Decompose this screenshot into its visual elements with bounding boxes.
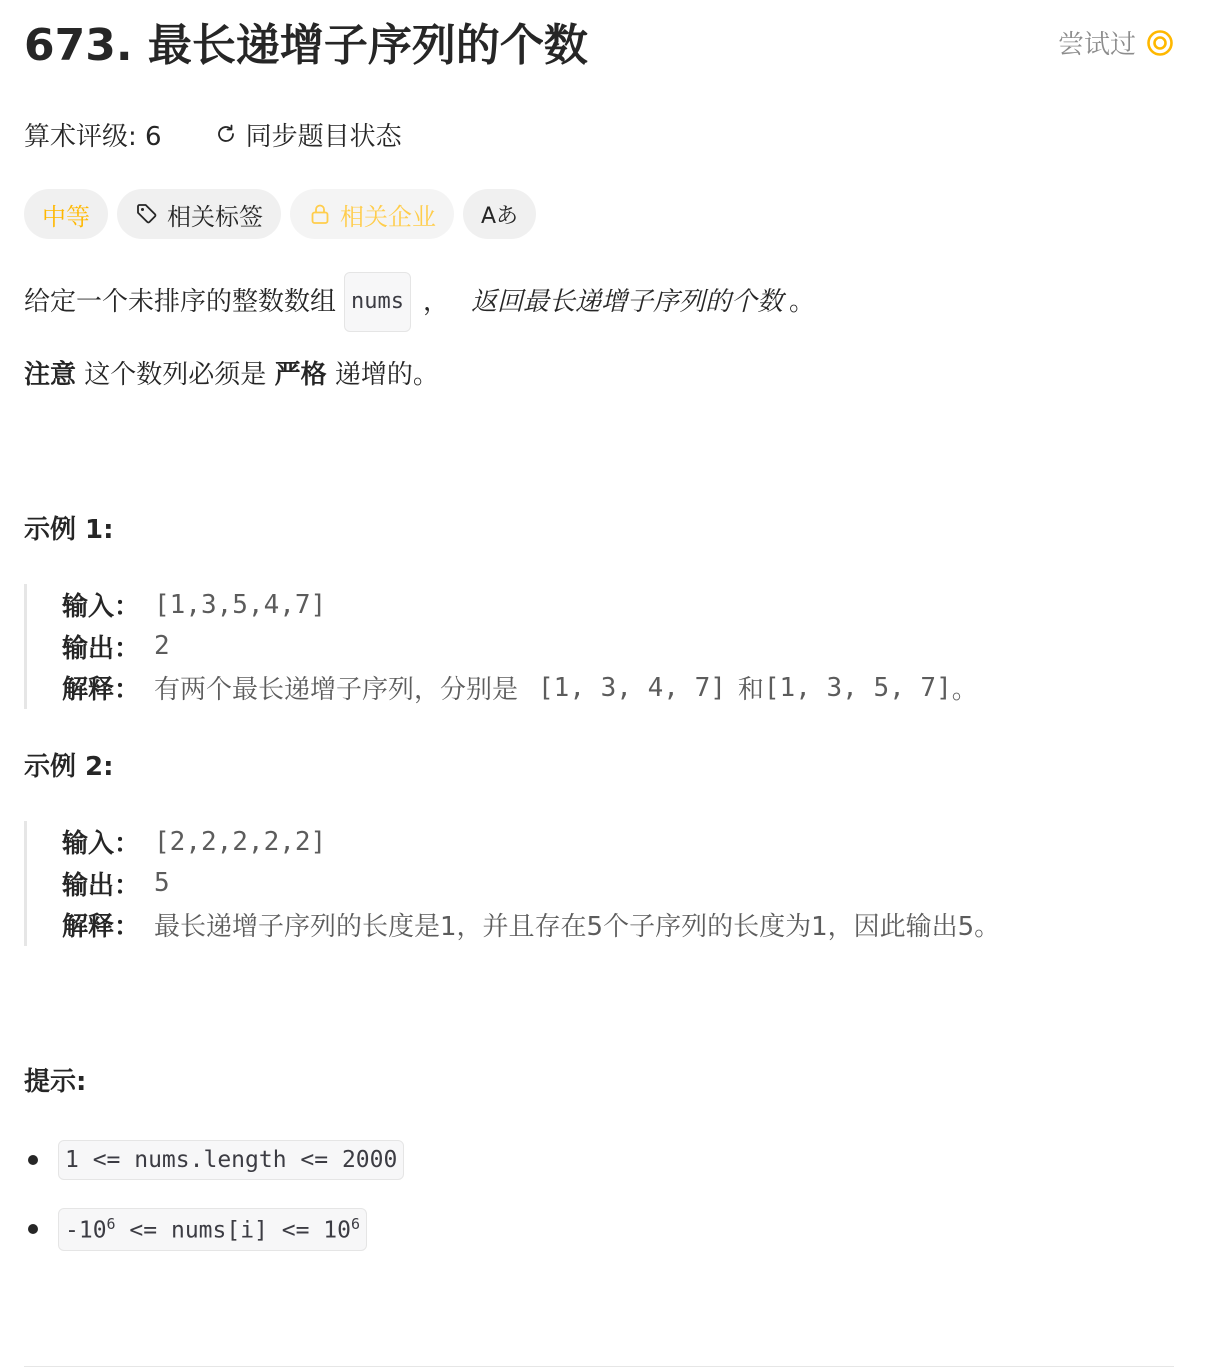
input-value: [2,2,2,2,2] [154,826,327,857]
explanation-text: 最长递增子序列的长度是1，并且存在5个子序列的长度为1，因此输出5。 [154,912,1001,943]
problem-meta [24,112,402,156]
output-label: 输出： [62,870,141,901]
note-text-1: 这个数列必须是 [84,360,267,390]
refresh-icon [214,122,238,146]
problem-title: 673. 最长递增子序列的个数 [24,20,588,71]
input-value: [1,3,5,4,7] [154,589,327,620]
translate-icon: Aあ [481,203,519,229]
constraints-title: 提示: [24,1067,87,1097]
example-1-explanation [62,667,1174,709]
constraint-code: 1 <= nums.length <= 2000 [58,1140,404,1180]
constraint-exponent: 6 [106,1215,116,1233]
tag-row [24,189,536,239]
problem-note [24,350,439,400]
output-label: 输出： [62,633,141,664]
example-1-output [62,626,1174,668]
sync-status-button[interactable] [214,116,402,153]
note-text-2: 递增的。 [334,360,439,390]
related-tags-label: 相关标签 [167,202,263,231]
note-lead: 注意 [24,360,77,390]
explanation-label: 解释： [62,675,141,706]
explanation-text: 有两个最长递增子序列，分别是 [154,675,519,706]
input-label: 输入： [62,592,141,623]
explanation-label: 解释： [62,912,141,943]
bullet [28,1155,38,1165]
rating-text: 算术评级: 6 [24,121,162,152]
description-prefix: 给定一个未排序的整数数组 [24,287,337,317]
sync-status-label: 同步题目状态 [245,121,402,152]
problem-description [24,272,815,332]
input-label: 输入： [62,829,141,860]
section-divider [24,1366,1174,1367]
description-emphasis: 返回最长递增子序列的个数 [471,287,784,317]
description-end: 。 [789,287,816,317]
explanation-and: 和 [737,675,764,706]
difficulty-badge[interactable] [24,189,108,239]
example-2-title: 示例 2: [24,752,114,782]
constraint-item [28,1208,367,1251]
constraint-part: <= nums[i] <= 10 [115,1217,351,1244]
difficulty-label: 中等 [42,202,90,231]
note-strong: 严格 [274,360,327,390]
constraint-item [28,1140,404,1180]
inline-code-nums: nums [344,272,411,332]
example-1-block [24,584,1174,709]
example-1-title: 示例 1: [24,515,114,545]
related-tags-button[interactable] [117,189,281,239]
constraint-part: -10 [65,1217,107,1244]
output-value: 2 [154,631,170,662]
example-2-explanation [62,904,1174,946]
related-companies-button[interactable] [290,189,454,239]
example-2-output [62,863,1174,905]
constraint-exponent: 6 [350,1215,361,1233]
tag-icon [135,202,159,226]
attempted-circle-icon [1146,29,1174,57]
example-2-input [62,821,1174,863]
attempt-status-label: 尝试过 [1057,30,1136,60]
description-comma: ， [423,287,450,317]
lock-icon [308,202,332,226]
attempt-status [1058,24,1174,61]
example-2-block [24,821,1174,946]
explanation-seq-1: [1, 3, 4, 7] [538,672,726,703]
bullet [28,1224,38,1234]
explanation-seq-2: [1, 3, 5, 7] [763,672,952,703]
output-value: 5 [154,868,170,899]
translate-button[interactable] [463,189,536,239]
constraint-code [58,1208,367,1251]
explanation-end: 。 [951,675,978,706]
related-companies-label: 相关企业 [340,202,436,231]
example-1-input [62,584,1174,626]
